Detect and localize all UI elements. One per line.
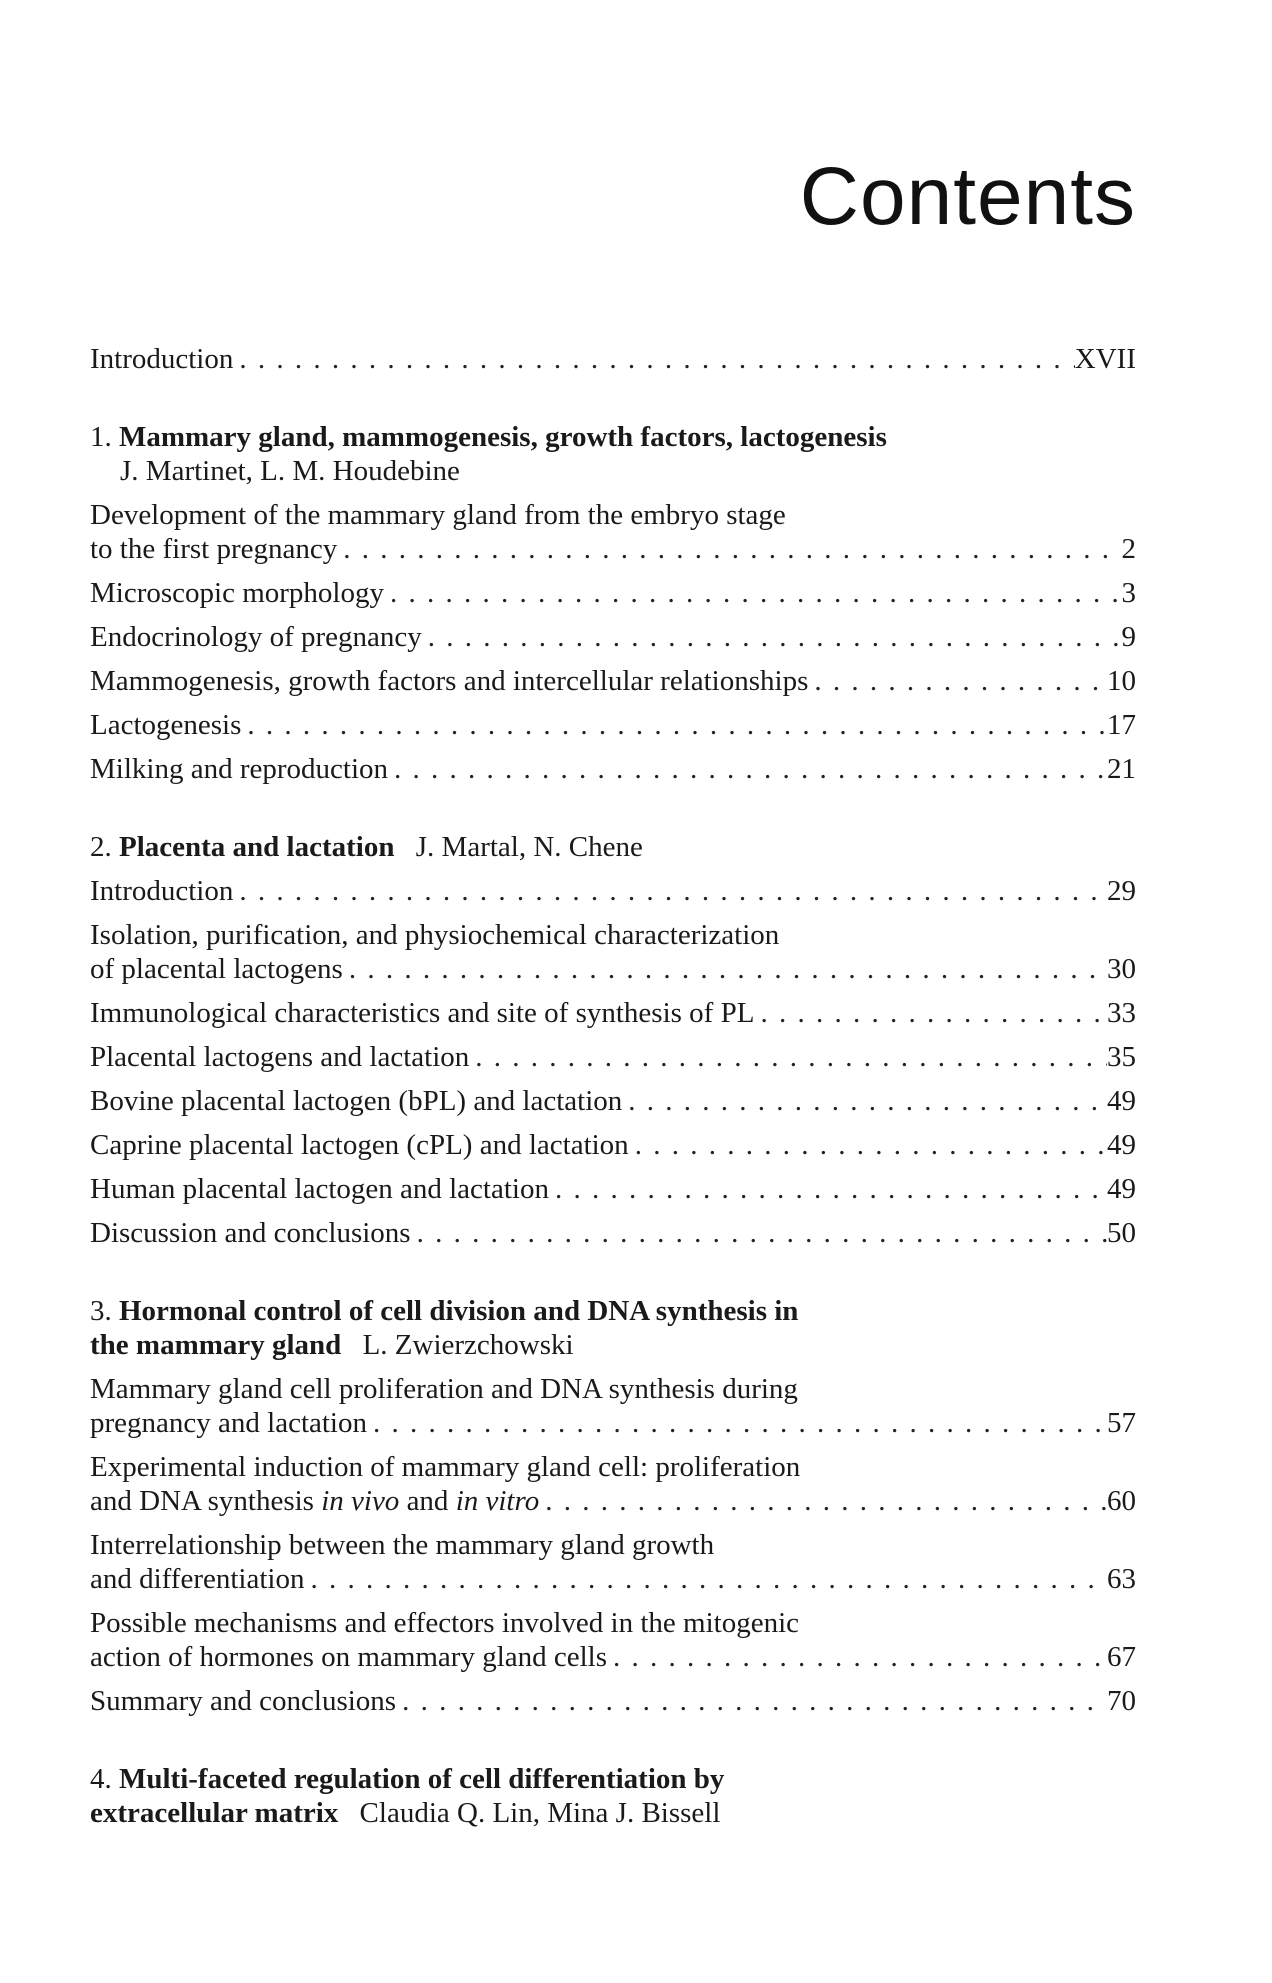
toc-entry-label: and differentiation bbox=[90, 1563, 305, 1595]
dot-leader bbox=[808, 664, 1107, 698]
toc-entry-page: 3 bbox=[1121, 577, 1136, 609]
toc-entry-label: Placental lactogens and lactation bbox=[90, 1041, 470, 1073]
toc-entry-label: Summary and conclusions bbox=[90, 1685, 397, 1717]
toc-entry-page: 29 bbox=[1107, 875, 1136, 907]
dot-leader bbox=[233, 342, 1074, 376]
toc-entry-page: 21 bbox=[1107, 753, 1136, 785]
toc-entry[interactable] bbox=[90, 1372, 1136, 1440]
toc-entry[interactable] bbox=[90, 1528, 1136, 1596]
page-title: Contents bbox=[799, 151, 1136, 242]
toc-entry-page: 60 bbox=[1107, 1485, 1136, 1517]
toc-entry[interactable] bbox=[90, 1606, 1136, 1674]
dot-leader bbox=[233, 874, 1107, 908]
chapter-3 bbox=[90, 1294, 1136, 1718]
toc-entry[interactable] bbox=[90, 498, 1136, 566]
toc-entry-label: Endocrinology of pregnancy bbox=[90, 621, 422, 653]
dot-leader bbox=[607, 1640, 1107, 1674]
toc-entry-page: 49 bbox=[1107, 1085, 1136, 1117]
chapter-title-line2: the mammary gland bbox=[90, 1329, 342, 1361]
dot-leader bbox=[384, 576, 1122, 610]
toc-entry-label-line1: Possible mechanisms and effectors involved in the mitogenic bbox=[90, 1607, 800, 1639]
toc-entry-label: Lactogenesis bbox=[90, 709, 242, 741]
toc-entry-label: Introduction bbox=[90, 875, 234, 907]
toc-entry-page: 70 bbox=[1107, 1685, 1136, 1717]
dot-leader bbox=[754, 996, 1107, 1030]
chapter-title: Mammary gland, mammogenesis, growth factors, lactogenesis bbox=[119, 421, 887, 453]
toc-entry-label: Microscopic morphology bbox=[90, 577, 384, 609]
toc-entry-page: 17 bbox=[1107, 709, 1136, 741]
toc-entry[interactable] bbox=[90, 1450, 1136, 1518]
chapter-1 bbox=[90, 420, 1136, 786]
toc-entry-label: and DNA synthesis in vivo and in vitro bbox=[90, 1485, 540, 1517]
toc-entry[interactable] bbox=[90, 752, 1136, 786]
toc-entry-label: to the first pregnancy bbox=[90, 533, 338, 565]
toc-entry-label: action of hormones on mammary gland cells bbox=[90, 1641, 608, 1673]
chapter-heading bbox=[90, 420, 1136, 454]
toc-entry-label-line1: Development of the mammary gland from the embryo stage bbox=[90, 499, 786, 531]
toc-entry-label: Introduction bbox=[90, 343, 234, 375]
toc-entry-page: 2 bbox=[1121, 533, 1136, 565]
toc-entry-label: Caprine placental lactogen (cPL) and lactation bbox=[90, 1129, 629, 1161]
toc-entry[interactable] bbox=[90, 996, 1136, 1030]
chapter-title-line1: Hormonal control of cell division and DNA synthesis in bbox=[119, 1295, 799, 1327]
toc-entry-page: XVII bbox=[1074, 343, 1136, 375]
dot-leader bbox=[367, 1406, 1107, 1440]
toc-entry[interactable] bbox=[90, 1216, 1136, 1250]
toc-entry-page: 9 bbox=[1121, 621, 1136, 653]
chapter-authors: J. Martinet, L. M. Houdebine bbox=[120, 455, 460, 487]
chapter-number: 1. bbox=[90, 421, 112, 453]
toc-entry[interactable] bbox=[90, 1172, 1136, 1206]
chapter-heading bbox=[90, 830, 1136, 864]
chapter-2 bbox=[90, 830, 1136, 1250]
toc-entry[interactable] bbox=[90, 918, 1136, 986]
dot-leader bbox=[396, 1684, 1107, 1718]
toc-entry[interactable] bbox=[90, 620, 1136, 654]
toc-entry-page: 50 bbox=[1107, 1217, 1136, 1249]
toc-entry[interactable] bbox=[90, 874, 1136, 908]
chapter-authors: L. Zwierzchowski bbox=[362, 1329, 574, 1361]
chapter-number: 3. bbox=[90, 1295, 112, 1327]
toc-entry-label-line1: Experimental induction of mammary gland cell: proliferation bbox=[90, 1451, 801, 1483]
toc-entry-label-line1: Mammary gland cell proliferation and DNA synthesis during bbox=[90, 1373, 798, 1405]
dot-leader bbox=[622, 1084, 1107, 1118]
toc-entry[interactable] bbox=[90, 708, 1136, 742]
dot-leader bbox=[549, 1172, 1107, 1206]
dot-leader bbox=[469, 1040, 1107, 1074]
toc-entry-page: 49 bbox=[1107, 1173, 1136, 1205]
toc-entry-label: Mammogenesis, growth factors and intercellular relationships bbox=[90, 665, 809, 697]
toc-entry-introduction[interactable] bbox=[90, 342, 1136, 376]
dot-leader bbox=[337, 532, 1121, 566]
chapter-heading bbox=[90, 1762, 1136, 1830]
toc-entry-label: Immunological characteristics and site of synthesis of PL bbox=[90, 997, 755, 1029]
toc-entry[interactable] bbox=[90, 664, 1136, 698]
dot-leader bbox=[411, 1216, 1107, 1250]
dot-leader bbox=[388, 752, 1107, 786]
dot-leader bbox=[539, 1484, 1107, 1518]
toc-entry-label: Discussion and conclusions bbox=[90, 1217, 411, 1249]
toc-entry-page: 49 bbox=[1107, 1129, 1136, 1161]
chapter-authors: Claudia Q. Lin, Mina J. Bissell bbox=[359, 1797, 721, 1829]
toc-entry-label-line1: Interrelationship between the mammary gland growth bbox=[90, 1529, 715, 1561]
toc-entry-label: Human placental lactogen and lactation bbox=[90, 1173, 549, 1205]
chapter-title-line1: Multi-faceted regulation of cell differentiation by bbox=[119, 1763, 725, 1795]
chapter-number: 4. bbox=[90, 1763, 112, 1795]
dot-leader bbox=[422, 620, 1122, 654]
dot-leader bbox=[241, 708, 1107, 742]
toc-entry-page: 63 bbox=[1107, 1563, 1136, 1595]
toc-entry[interactable] bbox=[90, 1084, 1136, 1118]
toc-entry-page: 10 bbox=[1107, 665, 1136, 697]
toc-entry[interactable] bbox=[90, 1128, 1136, 1162]
toc-entry-label-line1: Isolation, purification, and physiochemical characterization bbox=[90, 919, 780, 951]
toc-entry-page: 67 bbox=[1107, 1641, 1136, 1673]
chapter-title-line2: extracellular matrix bbox=[90, 1797, 339, 1829]
toc-entry-page: 33 bbox=[1107, 997, 1136, 1029]
chapter-authors: J. Martal, N. Chene bbox=[415, 831, 643, 863]
toc-entry[interactable] bbox=[90, 576, 1136, 610]
chapter-title: Placenta and lactation bbox=[119, 831, 395, 863]
dot-leader bbox=[629, 1128, 1107, 1162]
toc-entry-label: of placental lactogens bbox=[90, 953, 343, 985]
chapter-4 bbox=[90, 1762, 1136, 1830]
toc-entry-label: Milking and reproduction bbox=[90, 753, 389, 785]
toc-entry-label: Bovine placental lactogen (bPL) and lactation bbox=[90, 1085, 623, 1117]
dot-leader bbox=[304, 1562, 1107, 1596]
table-of-contents bbox=[90, 342, 1136, 1830]
toc-entry-page: 57 bbox=[1107, 1407, 1136, 1439]
toc-entry-label: pregnancy and lactation bbox=[90, 1407, 367, 1439]
toc-entry[interactable] bbox=[90, 1040, 1136, 1074]
toc-entry[interactable] bbox=[90, 1684, 1136, 1718]
dot-leader bbox=[343, 952, 1107, 986]
chapter-heading bbox=[90, 1294, 1136, 1362]
toc-entry-page: 30 bbox=[1107, 953, 1136, 985]
toc-entry-page: 35 bbox=[1107, 1041, 1136, 1073]
chapter-number: 2. bbox=[90, 831, 112, 863]
